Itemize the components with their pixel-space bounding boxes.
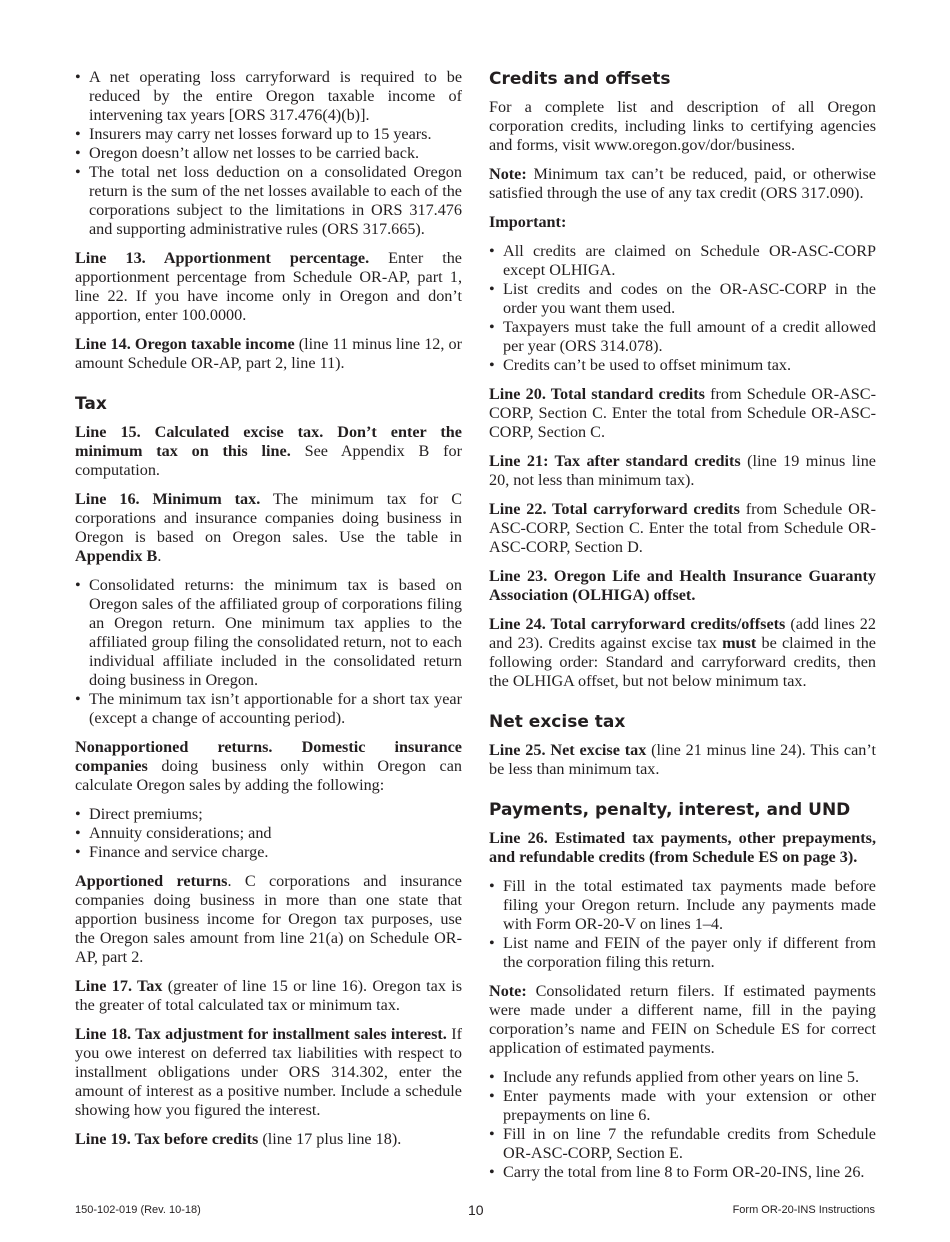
bold-text: Line 21: Tax after standard credits bbox=[489, 452, 741, 470]
paragraph bbox=[489, 500, 876, 557]
list-item bbox=[75, 690, 462, 728]
list-item bbox=[75, 824, 462, 843]
paragraph bbox=[489, 741, 876, 779]
right-column bbox=[489, 68, 876, 1192]
list-item bbox=[489, 280, 876, 318]
list-item bbox=[489, 356, 876, 375]
text-run: All credits are claimed on Schedule OR-ASC-CORP except OLHIGA. bbox=[503, 242, 876, 279]
footer-title: Form OR-20-INS Instructions bbox=[732, 1204, 875, 1216]
footer-form-number: 150-102-019 (Rev. 10-18) bbox=[75, 1204, 201, 1216]
text-run: Enter payments made with your extension or other prepayments on line 6. bbox=[503, 1087, 876, 1124]
bullet-list bbox=[75, 805, 462, 862]
section-heading: Net excise tax bbox=[489, 712, 626, 732]
bold-text: Line 15. Calculated excise tax. Don’t enter the minimum tax on this line. bbox=[75, 423, 462, 460]
bold-text: Nonapportioned returns. Domestic insurance companies bbox=[75, 738, 462, 775]
bold-text: Line 26. Estimated tax payments, other prepayments, and refundable credits (from Schedule ES on page 3). bbox=[489, 829, 876, 866]
list-item bbox=[75, 163, 462, 239]
text-run: (line 17 plus line 18). bbox=[258, 1130, 402, 1148]
text-run: (greater of line 15 or line 16). Oregon tax is the greater of total calculated tax or minimum tax. bbox=[75, 977, 463, 1014]
paragraph bbox=[489, 567, 876, 605]
bullet-list bbox=[489, 242, 876, 375]
bold-text: Important: bbox=[489, 213, 567, 231]
text-run: See Appendix B for computation. bbox=[75, 442, 462, 479]
text-run: Consolidated return filers. If estimated payments were made under a different name, fill in the paying corporation’s name and FEIN on Schedule ES for correct application of estimated payments. bbox=[489, 982, 876, 1057]
text-run: Carry the total from line 8 to Form OR-20-INS, line 26. bbox=[503, 1163, 865, 1181]
text-run: For a complete list and description of all Oregon corporation credits, including links to certifying agencies and forms, visit www.oregon.gov/dor/business. bbox=[489, 98, 876, 154]
bullet-list bbox=[489, 877, 876, 972]
text-run: (line 21 minus line 24). This can’t be less than minimum tax. bbox=[489, 741, 876, 778]
text-run: Insurers may carry net losses forward up to 15 years. bbox=[89, 125, 432, 143]
list-item bbox=[489, 877, 876, 934]
text-run: Consolidated returns: the minimum tax is based on Oregon sales of the affiliated group of corporations filing an Oregon return. One minimum tax applies to the affiliated group filing the consolidated return, not to each individual affiliate included in the consolidated return doing business in Oregon. bbox=[89, 576, 462, 689]
text-run: Include any refunds applied from other years on line 5. bbox=[503, 1068, 860, 1086]
bold-text: Line 19. Tax before credits bbox=[75, 1130, 259, 1148]
paragraph bbox=[75, 872, 462, 967]
list-item bbox=[489, 1068, 876, 1087]
footer-page-number: 10 bbox=[468, 1202, 484, 1218]
list-item bbox=[489, 318, 876, 356]
text-run: (line 19 minus line 20, not less than minimum tax). bbox=[489, 452, 876, 489]
text-run: Credits can’t be used to offset minimum tax. bbox=[503, 356, 792, 374]
bold-text: Line 22. Total carryforward credits bbox=[489, 500, 740, 518]
bold-text: Line 25. Net excise tax bbox=[489, 741, 647, 759]
text-run: A net operating loss carryforward is required to be reduced by the entire Oregon taxable income of intervening tax years [ORS 317.476(4)(b)]. bbox=[89, 68, 462, 124]
paragraph bbox=[489, 385, 876, 442]
text-run: (add lines 22 and 23). Credits against excise tax bbox=[489, 615, 876, 652]
text-run: Fill in the total estimated tax payments made before filing your Oregon return. Include any payments made with Form OR-20-V on lines 1–4. bbox=[503, 877, 876, 933]
list-item bbox=[75, 805, 462, 824]
list-item bbox=[489, 1163, 876, 1182]
text-run: List name and FEIN of the payer only if different from the corporation filing this return. bbox=[503, 934, 876, 971]
bold-text: Line 16. Minimum tax. bbox=[75, 490, 261, 508]
text-run: The minimum tax isn’t apportionable for a short tax year (except a change of accounting period). bbox=[89, 690, 462, 727]
bold-text: Line 24. Total carryforward credits/offsets bbox=[489, 615, 786, 633]
list-item bbox=[75, 125, 462, 144]
bold-text: Line 14. Oregon taxable income bbox=[75, 335, 295, 353]
list-item bbox=[489, 934, 876, 972]
left-column bbox=[75, 68, 462, 1159]
bullet-list bbox=[75, 68, 462, 239]
paragraph bbox=[489, 98, 876, 155]
bold-text: Line 17. Tax bbox=[75, 977, 163, 995]
section-heading: Tax bbox=[75, 394, 107, 414]
text-run: doing business only within Oregon can calculate Oregon sales by adding the following: bbox=[75, 757, 462, 794]
paragraph bbox=[489, 213, 876, 232]
text-run: Oregon doesn’t allow net losses to be carried back. bbox=[89, 144, 420, 162]
list-item bbox=[75, 843, 462, 862]
bold-text: Line 20. Total standard credits bbox=[489, 385, 705, 403]
paragraph bbox=[75, 423, 462, 480]
list-item bbox=[75, 576, 462, 690]
text-run: List credits and codes on the OR-ASC-CORP in the order you want them used. bbox=[503, 280, 876, 317]
bold-text: must bbox=[722, 634, 757, 652]
bullet-list bbox=[489, 1068, 876, 1182]
text-run: Annuity considerations; and bbox=[89, 824, 272, 842]
paragraph bbox=[489, 165, 876, 203]
paragraph bbox=[75, 490, 462, 566]
list-item bbox=[75, 144, 462, 163]
bold-text: Apportioned returns bbox=[75, 872, 228, 890]
text-run: Fill in on line 7 the refundable credits from Schedule OR-ASC-CORP, Section E. bbox=[503, 1125, 876, 1162]
paragraph bbox=[489, 829, 876, 867]
paragraph bbox=[489, 615, 876, 691]
text-run: . C corporations and insurance companies doing business in more than one state that apportion business income for Oregon tax purposes, use the Oregon sales amount from line 21(a) on Schedule OR-AP, part 2. bbox=[75, 872, 462, 966]
paragraph bbox=[75, 738, 462, 795]
section-heading: Credits and offsets bbox=[489, 69, 671, 89]
text-run: be claimed in the following order: Standard and carryforward credits, then the OLHIGA offset, but not below minimum tax. bbox=[489, 634, 876, 690]
list-item bbox=[489, 1087, 876, 1125]
text-run: from Schedule OR-ASC-CORP, Section C. Enter the total from Schedule OR-ASC-CORP, Section D. bbox=[489, 500, 876, 556]
text-run: Minimum tax can’t be reduced, paid, or otherwise satisfied through the use of any tax credit (ORS 317.090). bbox=[489, 165, 876, 202]
list-item bbox=[489, 242, 876, 280]
text-run: The total net loss deduction on a consolidated Oregon return is the sum of the net losses available to each of the corporations subject to the limitations in ORS 317.476 and supporting administrative rules (ORS 317.665). bbox=[89, 163, 462, 238]
paragraph bbox=[75, 1130, 462, 1149]
bold-text: Note: bbox=[489, 982, 527, 1000]
list-item bbox=[489, 1125, 876, 1163]
paragraph bbox=[489, 982, 876, 1058]
bold-text: Note: bbox=[489, 165, 527, 183]
paragraph bbox=[489, 452, 876, 490]
section-heading: Payments, penalty, interest, and UND bbox=[489, 800, 851, 820]
paragraph bbox=[75, 335, 462, 373]
bullet-list bbox=[75, 576, 462, 728]
text-run: Direct premiums; bbox=[89, 805, 203, 823]
text-run: (line 11 minus line 12, or amount Schedule OR-AP, part 2, line 11). bbox=[75, 335, 462, 372]
bold-text: Appendix B bbox=[75, 547, 158, 565]
paragraph bbox=[75, 977, 462, 1015]
bold-text: Line 13. Apportionment percentage. bbox=[75, 249, 370, 267]
text-run: If you owe interest on deferred tax liabilities with respect to installment obligations under ORS 314.302, enter the amount of interest as a positive number. Include a schedule showing how you figured the interest. bbox=[75, 1025, 462, 1119]
bold-text: Line 23. Oregon Life and Health Insurance Guaranty Association (OLHIGA) offset. bbox=[489, 567, 876, 604]
text-run: . bbox=[157, 547, 162, 565]
text-run: The minimum tax for C corporations and insurance companies doing business in Oregon is based on Oregon sales. Use the table in bbox=[75, 490, 462, 546]
list-item bbox=[75, 68, 462, 125]
paragraph bbox=[75, 249, 462, 325]
text-run: Taxpayers must take the full amount of a credit allowed per year (ORS 314.078). bbox=[503, 318, 876, 355]
text-run: Finance and service charge. bbox=[89, 843, 269, 861]
bold-text: Line 18. Tax adjustment for installment sales interest. bbox=[75, 1025, 447, 1043]
paragraph bbox=[75, 1025, 462, 1120]
text-run: from Schedule OR-ASC-CORP, Section C. Enter the total from Schedule OR-ASC-CORP, Section C. bbox=[489, 385, 876, 441]
text-run: Enter the apportionment percentage from Schedule OR-AP, part 1, line 22. If you have income only in Oregon and don’t apportion, enter 100.0000. bbox=[75, 249, 462, 324]
